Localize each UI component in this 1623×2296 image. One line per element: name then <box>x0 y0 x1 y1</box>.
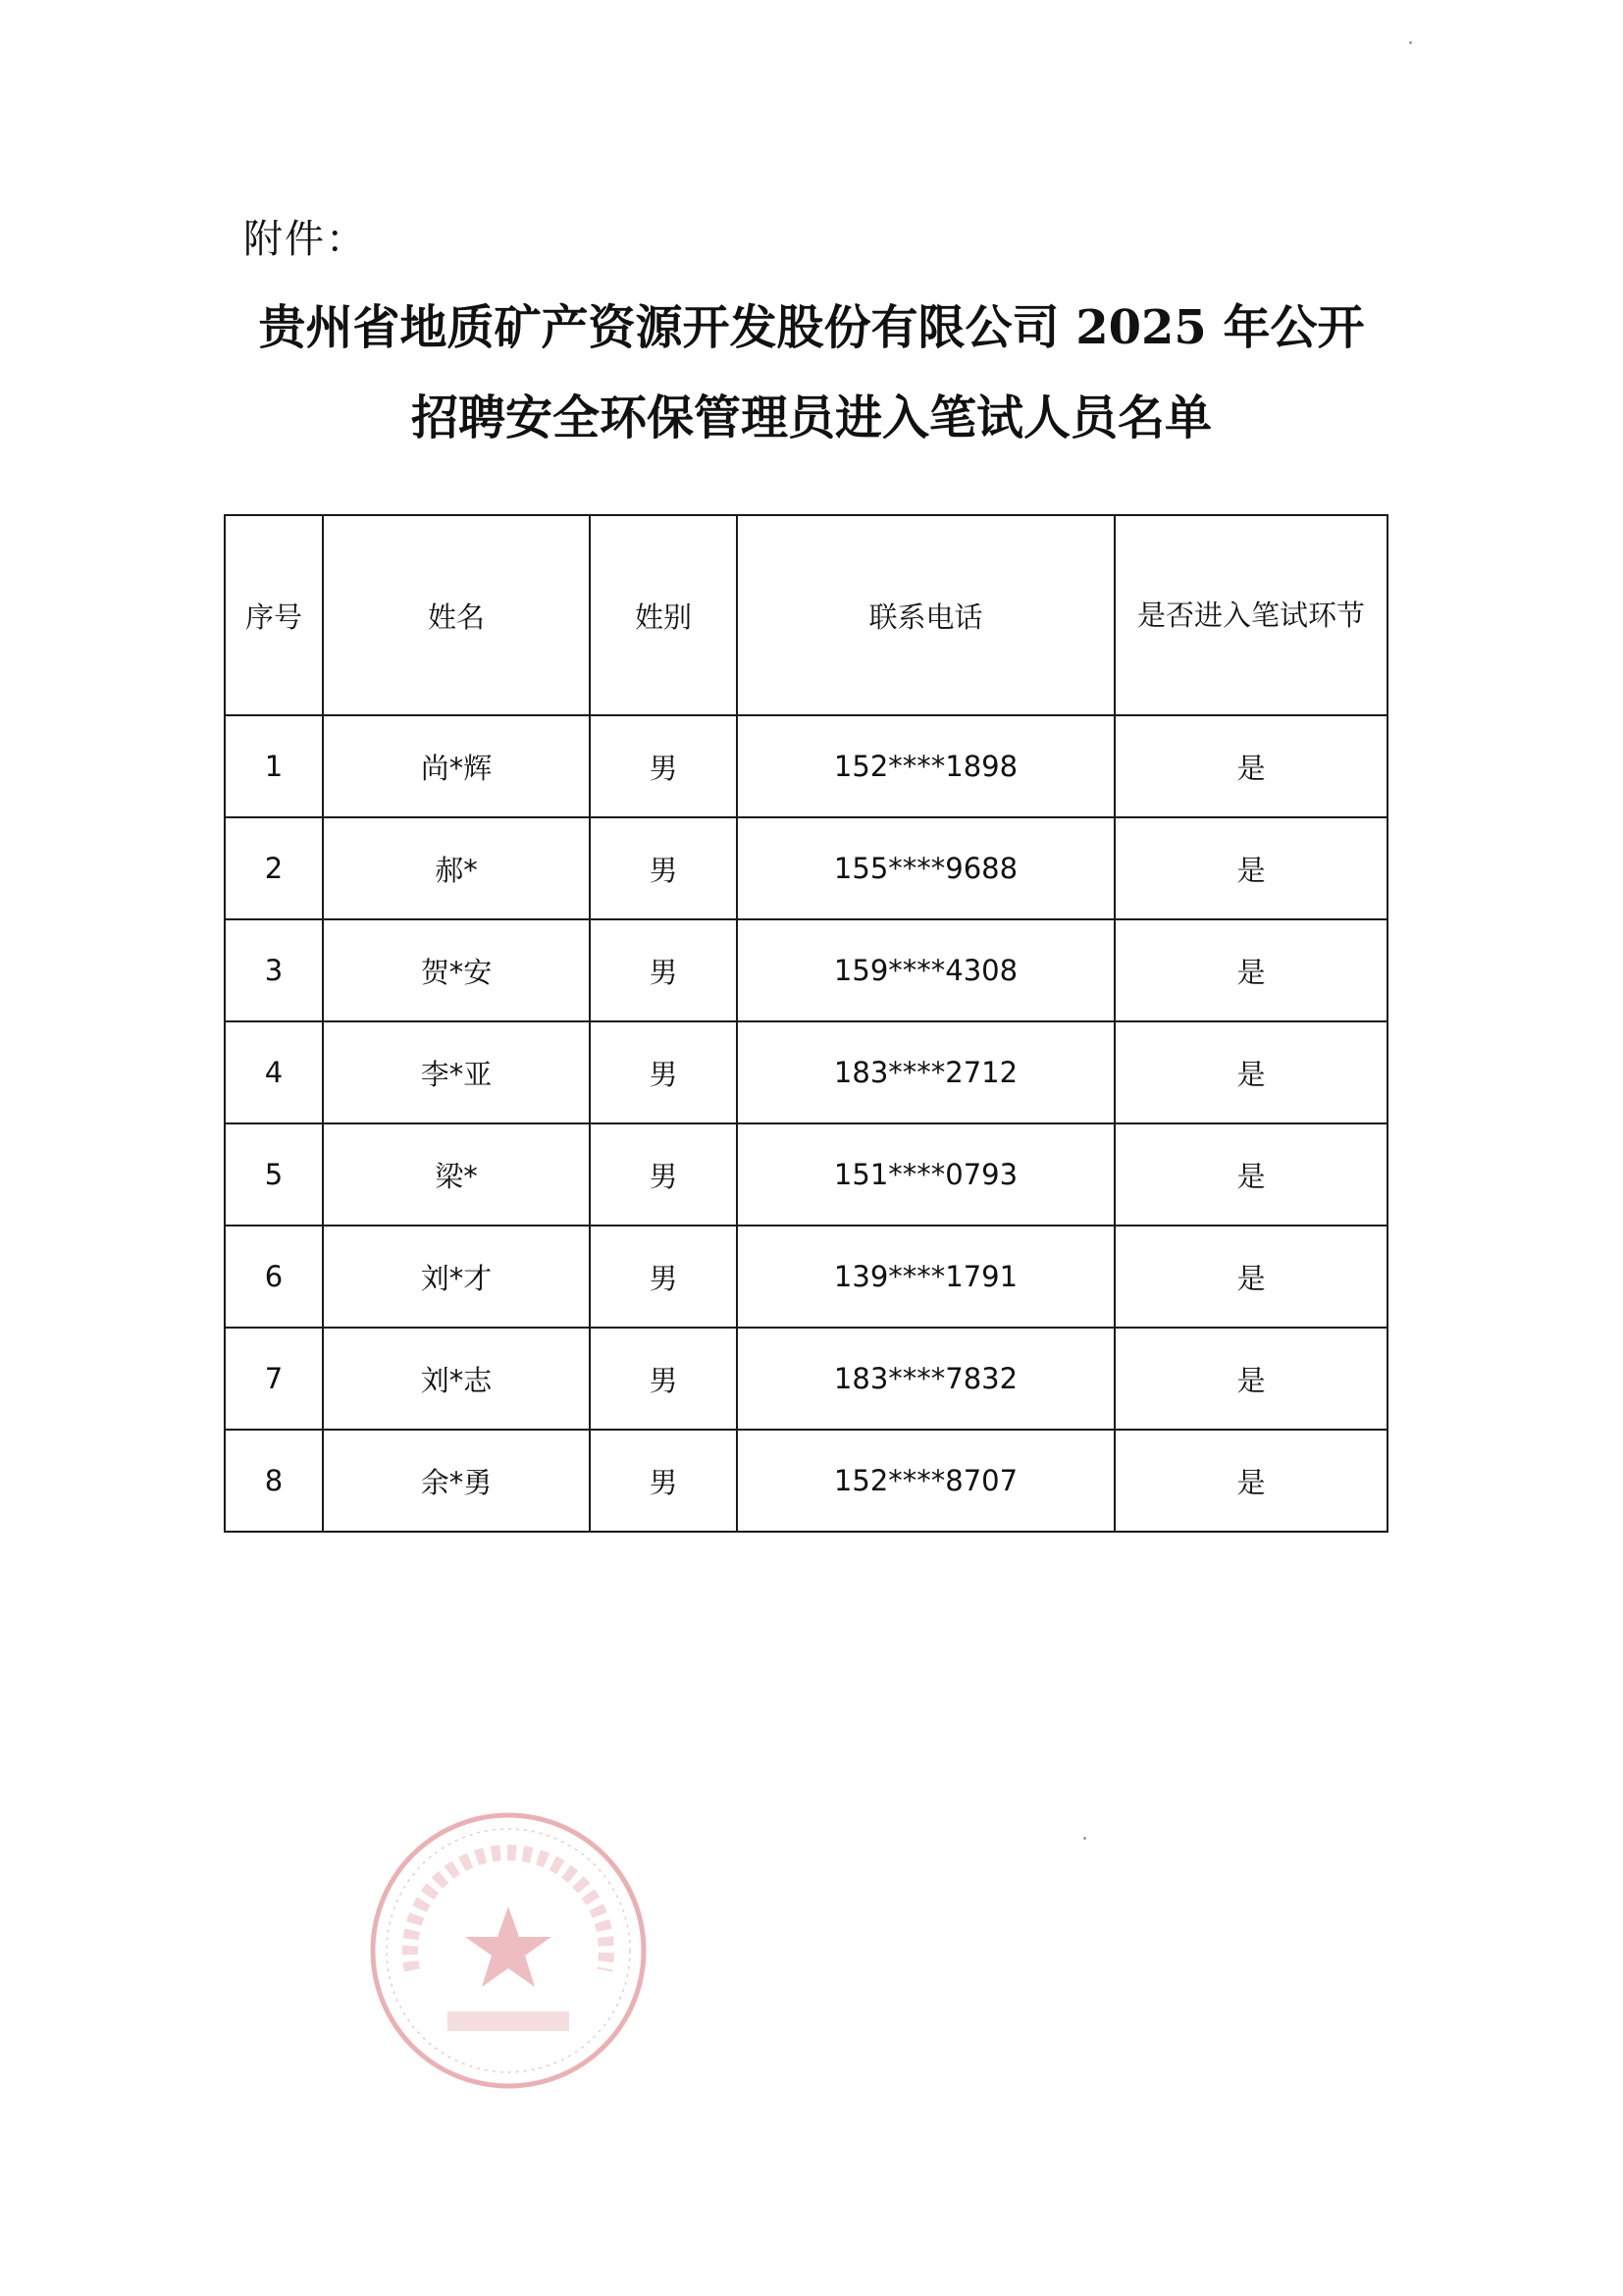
scan-speck <box>1083 1837 1086 1840</box>
table-row <box>225 919 1387 1021</box>
header-gender: 姓别 <box>590 515 737 715</box>
cell-status: 是 <box>1115 817 1387 919</box>
cell-phone: 152****8707 <box>737 1430 1115 1532</box>
cell-name: 李*亚 <box>323 1021 590 1123</box>
table-row <box>225 817 1387 919</box>
cell-name: 尚*辉 <box>323 715 590 817</box>
cell-status: 是 <box>1115 715 1387 817</box>
cell-phone: 183****7832 <box>737 1328 1115 1430</box>
cell-gender: 男 <box>590 1123 737 1226</box>
cell-gender: 男 <box>590 817 737 919</box>
cell-name: 余*勇 <box>323 1430 590 1532</box>
cell-gender: 男 <box>590 715 737 817</box>
cell-phone: 183****2712 <box>737 1021 1115 1123</box>
cell-status: 是 <box>1115 1123 1387 1226</box>
cell-status: 是 <box>1115 1021 1387 1123</box>
cell-name: 刘*才 <box>323 1226 590 1328</box>
cell-name: 贺*安 <box>323 919 590 1021</box>
cell-name: 梁* <box>323 1123 590 1226</box>
cell-name: 郝* <box>323 817 590 919</box>
attachment-label: 附件： <box>243 217 367 262</box>
cell-gender: 男 <box>590 1430 737 1532</box>
cell-phone: 159****4308 <box>737 919 1115 1021</box>
cell-index: 2 <box>225 817 323 919</box>
seal-bottom-text <box>447 2011 569 2031</box>
table-row <box>225 715 1387 817</box>
table-header-row <box>225 515 1387 715</box>
candidate-table <box>224 514 1388 1533</box>
cell-gender: 男 <box>590 1328 737 1430</box>
table-row <box>225 1430 1387 1532</box>
cell-index: 3 <box>225 919 323 1021</box>
cell-status: 是 <box>1115 1328 1387 1430</box>
cell-gender: 男 <box>590 1226 737 1328</box>
header-name: 姓名 <box>323 515 590 715</box>
header-status: 是否进入笔试环节 <box>1115 515 1387 715</box>
table-row <box>225 1328 1387 1430</box>
company-seal <box>361 1803 655 2098</box>
cell-index: 1 <box>225 715 323 817</box>
table-row <box>225 1226 1387 1328</box>
header-index: 序号 <box>225 515 323 715</box>
cell-status: 是 <box>1115 1226 1387 1328</box>
scan-speck <box>1409 41 1412 44</box>
cell-index: 4 <box>225 1021 323 1123</box>
table-row <box>225 1123 1387 1226</box>
cell-phone: 151****0793 <box>737 1123 1115 1226</box>
cell-phone: 155****9688 <box>737 817 1115 919</box>
title-line-2: 招聘安全环保管理员进入笔试人员名单 <box>410 391 1212 445</box>
cell-index: 6 <box>225 1226 323 1328</box>
document-title <box>196 283 1427 463</box>
cell-gender: 男 <box>590 1021 737 1123</box>
header-phone: 联系电话 <box>737 515 1115 715</box>
cell-name: 刘*志 <box>323 1328 590 1430</box>
cell-gender: 男 <box>590 919 737 1021</box>
cell-phone: 152****1898 <box>737 715 1115 817</box>
cell-index: 5 <box>225 1123 323 1226</box>
table-row <box>225 1021 1387 1123</box>
star-icon <box>465 1906 551 1987</box>
cell-status: 是 <box>1115 1430 1387 1532</box>
cell-index: 7 <box>225 1328 323 1430</box>
cell-phone: 139****1791 <box>737 1226 1115 1328</box>
cell-status: 是 <box>1115 919 1387 1021</box>
cell-index: 8 <box>225 1430 323 1532</box>
title-line-1: 贵州省地质矿产资源开发股份有限公司 2025 年公开 <box>258 300 1365 355</box>
